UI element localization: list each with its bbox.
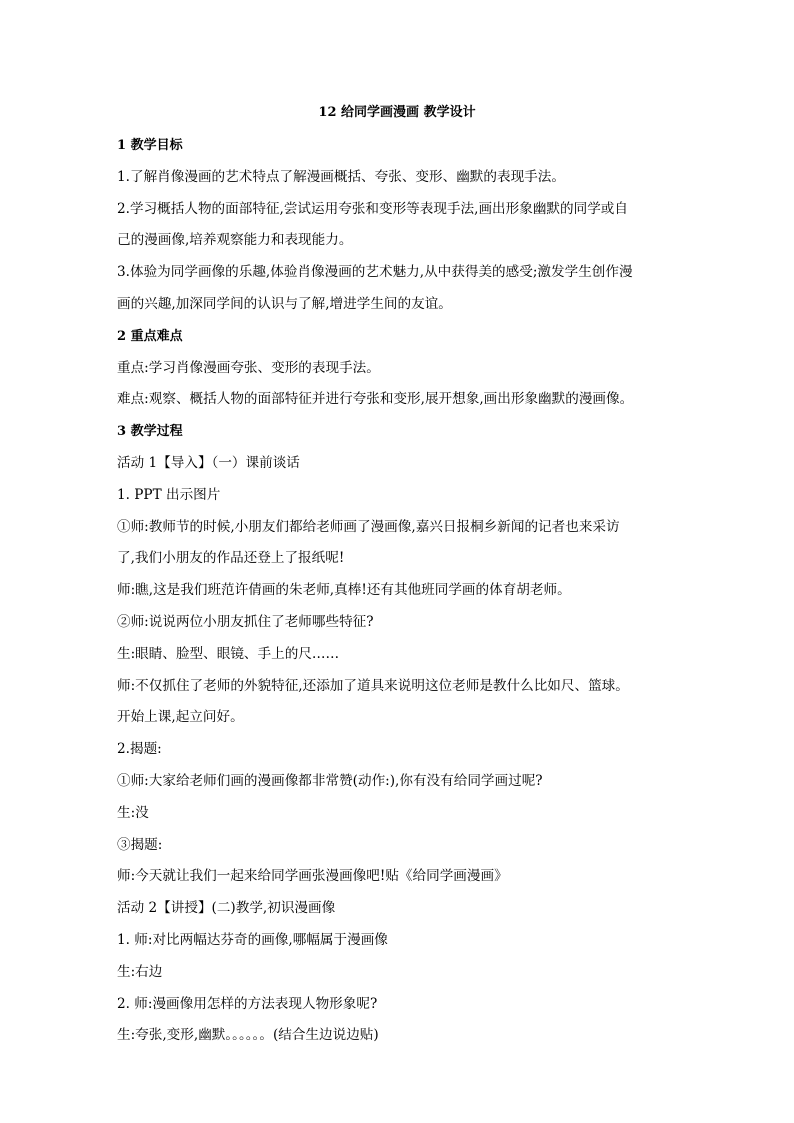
text-line: 难点:观察、概括人物的面部特征并进行夸张和变形,展开想象,画出形象幽默的漫画像。: [117, 391, 634, 408]
text-line: 重点:学习肖像漫画夸张、变形的表现手法。: [117, 359, 380, 376]
text-line: 了,我们小朋友的作品还登上了报纸呢!: [117, 550, 345, 567]
section-heading: 1 教学目标: [117, 138, 183, 153]
text-line: ①师:教师节的时候,小朋友们都给老师画了漫画像,嘉兴日报桐乡新闻的记者也来采访: [117, 518, 620, 535]
text-line: 生:眼睛、脸型、眼镜、手上的尺……: [117, 645, 340, 662]
text-line: 2.学习概括人物的面部特征,尝试运用夸张和变形等表现手法,画出形象幽默的同学或自: [117, 200, 628, 217]
text-line: 活动 1【导入】（一）课前谈话: [117, 454, 300, 471]
text-line: 2.揭题:: [117, 741, 162, 758]
text-line: 生:右边: [117, 963, 163, 980]
document-title: 12 给同学画漫画 教学设计: [318, 105, 476, 120]
text-line: 3.体验为同学画像的乐趣,体验肖像漫画的艺术魅力,从中获得美的感受;激发学生创作漫: [117, 264, 633, 281]
text-line: 开始上课,起立问好。: [117, 709, 244, 726]
document-body: [117, 130, 677, 1052]
text-line: 画的兴趣,加深同学间的认识与了解,增进学生间的友谊。: [117, 295, 452, 312]
text-line: 活动 2【讲授】(二)教学,初识漫画像: [117, 900, 336, 917]
text-line: 1. PPT 出示图片: [117, 486, 221, 503]
text-line: 师:瞧,这是我们班范许倩画的朱老师,真棒!还有其他班同学画的体育胡老师。: [117, 582, 571, 599]
text-line: 师:今天就让我们一起来给同学画张漫画像吧!贴《给同学画漫画》: [117, 868, 508, 885]
section-heading: 2 重点难点: [117, 328, 183, 344]
text-line: ①师:大家给老师们画的漫画像都非常赞(动作:),你有没有给同学画过呢?: [117, 772, 543, 789]
text-line: 1. 师:对比两幅达芬奇的画像,哪幅属于漫画像: [117, 931, 388, 948]
text-line: 生:没: [117, 804, 149, 821]
section-heading: 3 教学过程: [117, 424, 183, 440]
text-line: 己的漫画像,培养观察能力和表现能力。: [117, 232, 353, 249]
text-line: 2. 师:漫画像用怎样的方法表现人物形象呢?: [117, 995, 378, 1012]
text-line: 生:夸张,变形,幽默。。。。。。(结合生边说边贴): [117, 1027, 379, 1044]
text-line: 师:不仅抓住了老师的外貌特征,还添加了道具来说明这位老师是教什么比如尺、篮球。: [117, 677, 629, 694]
text-line: ③揭题:: [117, 836, 163, 853]
text-line: 1.了解肖像漫画的艺术特点了解漫画概括、夸张、变形、幽默的表现手法。: [117, 168, 565, 185]
document-page: [117, 101, 677, 1052]
text-line: ②师:说说两位小朋友抓住了老师哪些特征?: [117, 613, 374, 630]
